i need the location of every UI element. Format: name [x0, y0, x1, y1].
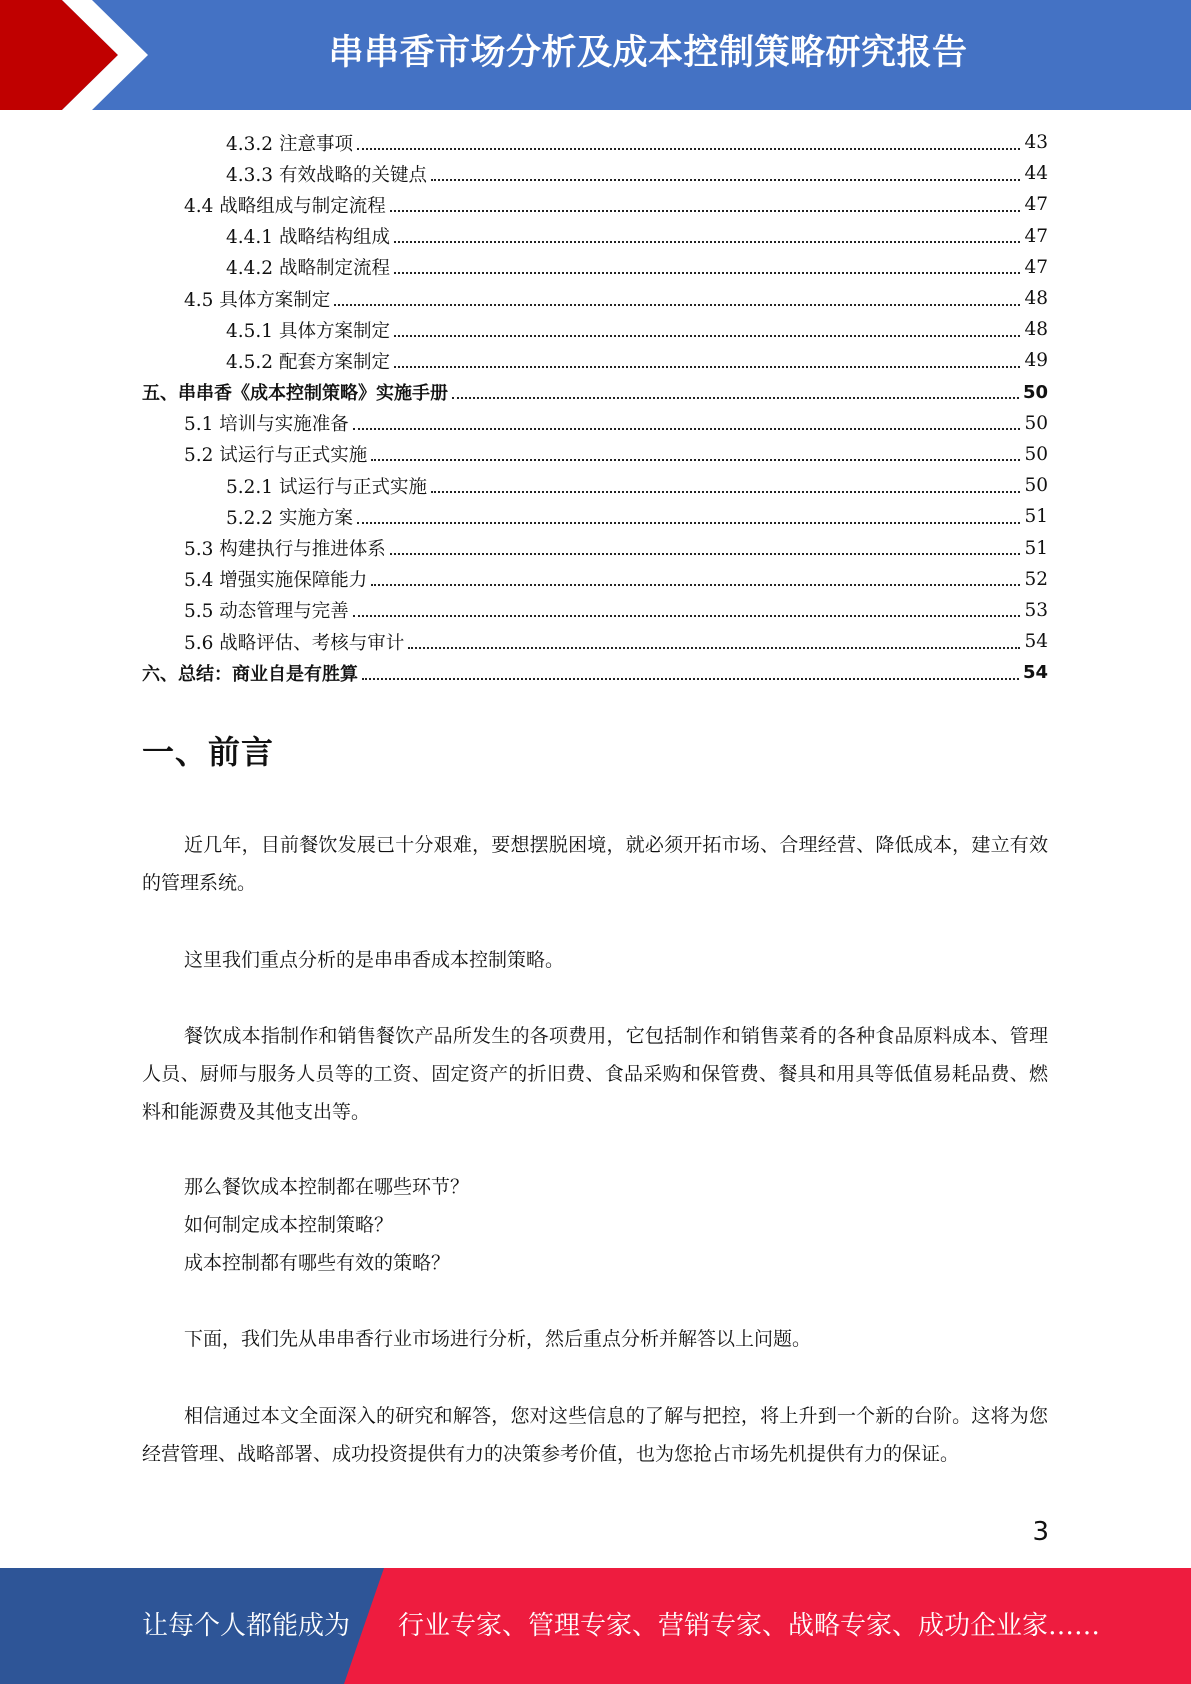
toc-entry-label: 4.3.2 注意事项	[226, 130, 355, 156]
toc-leader-dots	[431, 179, 1020, 181]
toc-leader-dots	[394, 241, 1020, 243]
toc-leader-dots	[371, 584, 1020, 586]
toc-leader-dots	[357, 148, 1021, 150]
toc-entry-label: 4.3.3 有效战略的关键点	[226, 161, 429, 187]
toc-entry-label: 4.5.1 具体方案制定	[226, 317, 392, 343]
toc-entry-page: 47	[1024, 256, 1048, 278]
toc-entry-label: 5.6 战略评估、考核与审计	[184, 629, 406, 655]
toc-entry-label: 5.2 试运行与正式实施	[184, 441, 369, 467]
toc-entry-page: 50	[1022, 381, 1048, 403]
toc-entry[interactable]	[142, 501, 1048, 532]
toc-entry-page: 48	[1024, 288, 1048, 310]
toc-entry[interactable]	[142, 470, 1048, 501]
toc-entry-page: 43	[1024, 132, 1048, 154]
toc-leader-dots	[357, 522, 1021, 524]
toc-leader-dots	[394, 272, 1020, 274]
toc-entry-label: 4.4.1 战略结构组成	[226, 223, 392, 249]
question-item: 成本控制都有哪些有效的策略？	[184, 1252, 451, 1274]
toc-entry-page: 49	[1024, 350, 1048, 372]
toc-entry-label: 4.5 具体方案制定	[184, 286, 332, 312]
toc-entry[interactable]	[142, 595, 1048, 626]
toc-leader-dots	[431, 491, 1020, 493]
toc-entry-label: 4.5.2 配套方案制定	[226, 348, 392, 374]
toc-leader-dots	[452, 397, 1019, 399]
toc-entry[interactable]	[142, 377, 1048, 408]
toc-leader-dots	[394, 335, 1020, 337]
toc-leader-dots	[371, 459, 1020, 461]
toc-leader-dots	[394, 366, 1020, 368]
paragraph-plan: 下面，我们先从串串香行业市场进行分析，然后重点分析并解答以上问题。	[184, 1328, 812, 1350]
header-banner	[0, 0, 1191, 110]
toc-entry[interactable]	[142, 657, 1048, 688]
paragraph-focus: 这里我们重点分析的是串串香成本控制策略。	[184, 949, 565, 971]
paragraph-conclusion: 相信通过本文全面深入的研究和解答，您对这些信息的了解与把控，将上升到一个新的台阶。这将为您经营管理、战略部署、成功投资提供有力的决策参考价值，也为您抢占市场先机提供有力的保证。	[142, 1405, 1048, 1465]
toc-entry-page: 50	[1024, 412, 1048, 434]
toc-entry[interactable]	[142, 252, 1048, 283]
toc-entry-label: 4.4 战略组成与制定流程	[184, 192, 388, 218]
toc-entry[interactable]	[142, 127, 1048, 158]
toc-entry-page: 51	[1024, 537, 1048, 559]
toc-entry-page: 44	[1024, 163, 1048, 185]
toc-entry-page: 47	[1024, 194, 1048, 216]
toc-entry[interactable]	[142, 221, 1048, 252]
toc-entry-label: 5.3 构建执行与推进体系	[184, 535, 388, 561]
toc-entry[interactable]	[142, 439, 1048, 470]
toc-entry[interactable]	[142, 564, 1048, 595]
toc-entry-label: 5.4 增强实施保障能力	[184, 566, 369, 592]
toc-leader-dots	[390, 553, 1021, 555]
table-of-contents	[142, 127, 1048, 688]
toc-entry-label: 六、总结：商业自是有胜算	[142, 660, 360, 686]
toc-entry[interactable]	[142, 314, 1048, 345]
toc-entry-page: 53	[1024, 599, 1048, 621]
toc-entry-page: 54	[1024, 631, 1048, 653]
toc-entry[interactable]	[142, 158, 1048, 189]
footer-slogan-right: 行业专家、管理专家、营销专家、战略专家、成功企业家……	[398, 1611, 1101, 1641]
toc-leader-dots	[362, 678, 1019, 680]
paragraph-intro: 近几年，目前餐饮发展已十分艰难，要想摆脱困境，就必须开拓市场、合理经营、降低成本，建立有效的管理系统。	[142, 834, 1048, 894]
paragraph-cost-definition: 餐饮成本指制作和销售餐饮产品所发生的各项费用，它包括制作和销售菜肴的各种食品原料成本、管理人员、厨师与服务人员等的工资、固定资产的折旧费、食品采购和保管费、餐具和用具等低值易耗品费、燃料和能源费及其他支出等。	[142, 1025, 1048, 1123]
toc-entry-page: 47	[1024, 225, 1048, 247]
toc-entry[interactable]	[142, 345, 1048, 376]
toc-entry-page: 51	[1024, 506, 1048, 528]
toc-entry-page: 52	[1024, 568, 1048, 590]
toc-leader-dots	[353, 615, 1021, 617]
section-heading: 一、前言	[142, 733, 275, 771]
toc-entry-page: 50	[1024, 443, 1048, 465]
footer-slogan-left: 让每个人都能成为	[142, 1611, 351, 1641]
report-title: 串串香市场分析及成本控制策略研究报告	[328, 33, 968, 73]
toc-entry-label: 5.2.2 实施方案	[226, 504, 355, 530]
toc-entry-page: 54	[1022, 662, 1048, 684]
toc-leader-dots	[390, 210, 1021, 212]
question-list	[142, 1168, 1048, 1282]
toc-entry[interactable]	[142, 283, 1048, 314]
question-item: 那么餐饮成本控制都在哪些环节？	[184, 1176, 470, 1198]
toc-entry-label: 5.1 培训与实施准备	[184, 410, 351, 436]
toc-leader-dots	[334, 304, 1020, 306]
toc-leader-dots	[408, 647, 1020, 649]
footer-banner	[0, 1568, 1191, 1684]
toc-entry[interactable]	[142, 532, 1048, 563]
toc-entry[interactable]	[142, 408, 1048, 439]
toc-entry-page: 50	[1024, 475, 1048, 497]
toc-entry-page: 48	[1024, 319, 1048, 341]
question-item: 如何制定成本控制策略？	[184, 1214, 394, 1236]
toc-entry-label: 4.4.2 战略制定流程	[226, 254, 392, 280]
toc-leader-dots	[353, 428, 1021, 430]
toc-entry-label: 5.2.1 试运行与正式实施	[226, 473, 429, 499]
toc-entry[interactable]	[142, 189, 1048, 220]
toc-entry[interactable]	[142, 626, 1048, 657]
toc-entry-label: 5.5 动态管理与完善	[184, 597, 351, 623]
toc-entry-label: 五、串串香《成本控制策略》实施手册	[142, 379, 450, 405]
page-number: 3	[1032, 1517, 1049, 1547]
